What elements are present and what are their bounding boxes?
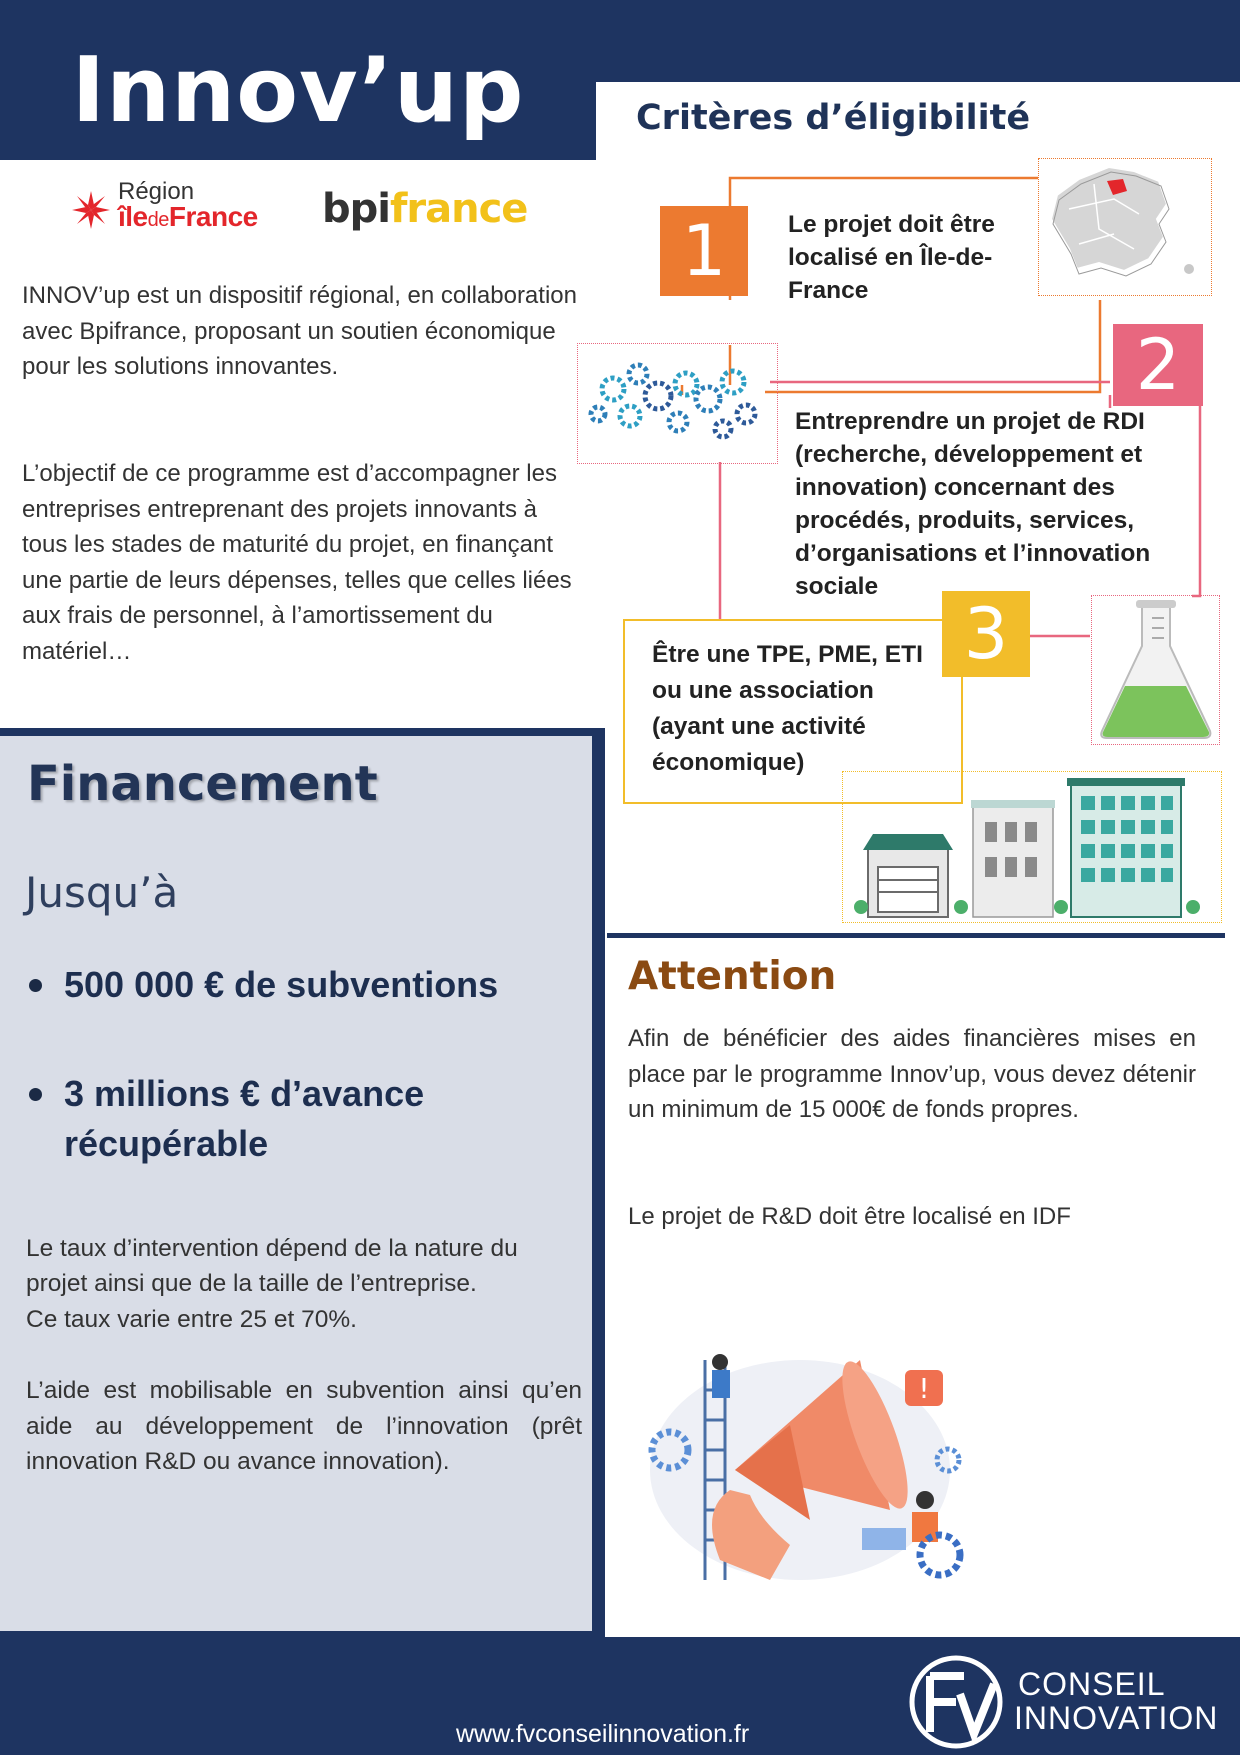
footer-brand-line2: INNOVATION bbox=[1014, 1700, 1219, 1736]
bullet-dot bbox=[29, 979, 42, 992]
flask-icon bbox=[1092, 596, 1219, 744]
financement-bullet-avance-line1: 3 millions € d’avance bbox=[64, 1073, 425, 1114]
criterion-1-badge: 1 bbox=[660, 206, 748, 296]
attention-title: Attention bbox=[628, 954, 837, 999]
bpifrance-wordmark bbox=[322, 186, 527, 232]
financement-lead: Jusqu’à bbox=[25, 868, 179, 917]
france-map-icon bbox=[1039, 159, 1211, 295]
flask-illustration-frame bbox=[1091, 595, 1220, 745]
star-burst-icon bbox=[72, 191, 110, 229]
buildings-icon bbox=[843, 772, 1221, 922]
financement-bullet-subventions: 500 000 € de subventions bbox=[64, 964, 499, 1005]
attention-paragraph-2: Le projet de R&D doit être localisé en IDF bbox=[628, 1203, 1071, 1230]
france-map-frame bbox=[1038, 158, 1212, 296]
criterion-3-badge: 3 bbox=[942, 591, 1030, 677]
criterion-2-text: Entreprendre un projet de RDI (recherche, développement et innovation) concernant des procédés, produits, services, d’organisations et l’innovation sociale bbox=[795, 408, 1151, 600]
buildings-illustration-frame bbox=[842, 771, 1222, 923]
region-logo-line2 bbox=[118, 201, 258, 233]
gears-icon bbox=[578, 344, 777, 463]
criterion-3-text: Être une TPE, PME, ETI ou une association (ayant une activité économique) bbox=[652, 641, 923, 776]
gears-illustration-frame bbox=[577, 343, 778, 464]
footer-brand-line1: CONSEIL bbox=[1018, 1666, 1166, 1702]
bpi-text: bpi bbox=[322, 186, 390, 232]
footer-website-link[interactable]: www.fvconseilinnovation.fr bbox=[456, 1720, 750, 1748]
criteria-title: Critères d’éligibilité bbox=[636, 98, 1031, 138]
region-logo-france: France bbox=[168, 201, 258, 232]
attention-divider bbox=[607, 933, 1225, 938]
megaphone-illustration bbox=[640, 1320, 970, 1585]
page-title: Innov’up bbox=[71, 38, 525, 143]
bullet-dot bbox=[29, 1088, 42, 1101]
intro-paragraph-1: INNOV’up est un dispositif régional, en collaboration avec Bpifrance, proposant un soutien économique pour les solutions innovantes. bbox=[22, 282, 577, 380]
financement-title: Financement bbox=[27, 756, 378, 812]
attention-paragraph-1: Afin de bénéficier des aides financières mises en place par le programme Innov’up, vous devez détenir un minimum de 15 000€ de fonds propres. bbox=[628, 1025, 1196, 1123]
fv-logo-icon bbox=[908, 1654, 1004, 1750]
region-logo-line1: Région bbox=[118, 178, 195, 205]
intro-paragraph-2: L’objectif de ce programme est d’accompagner les entreprises entreprenant des projets innovants à tous les stades de maturité du projet, en finançant une partie de leurs dépenses, telles que celles liées aux frais de personnel, à l’amortissement du matériel… bbox=[22, 460, 572, 665]
region-ile-de-france-logo bbox=[72, 178, 287, 243]
region-logo-ile: île bbox=[118, 201, 148, 232]
financement-paragraph-1-line2: projet ainsi que de la taille de l’entreprise. bbox=[26, 1270, 477, 1297]
financement-paragraph-1-line1: Le taux d’intervention dépend de la nature du bbox=[26, 1235, 518, 1262]
bpifrance-logo bbox=[322, 186, 528, 238]
france-text: france bbox=[389, 186, 528, 232]
criterion-2-badge: 2 bbox=[1113, 324, 1203, 406]
financement-bullet-avance-line2: récupérable bbox=[64, 1123, 269, 1164]
criterion-1-text: Le projet doit être localisé en Île-de-France bbox=[788, 211, 995, 304]
financement-paragraph-1-line3: Ce taux varie entre 25 et 70%. bbox=[26, 1306, 357, 1333]
svg-text:!: ! bbox=[918, 1372, 930, 1405]
financement-paragraph-2: L’aide est mobilisable en subvention ainsi qu’en aide au développement de l’innovation (prêt innovation R&D ou avance innovation). bbox=[26, 1377, 582, 1475]
region-logo-de: de bbox=[147, 209, 169, 231]
